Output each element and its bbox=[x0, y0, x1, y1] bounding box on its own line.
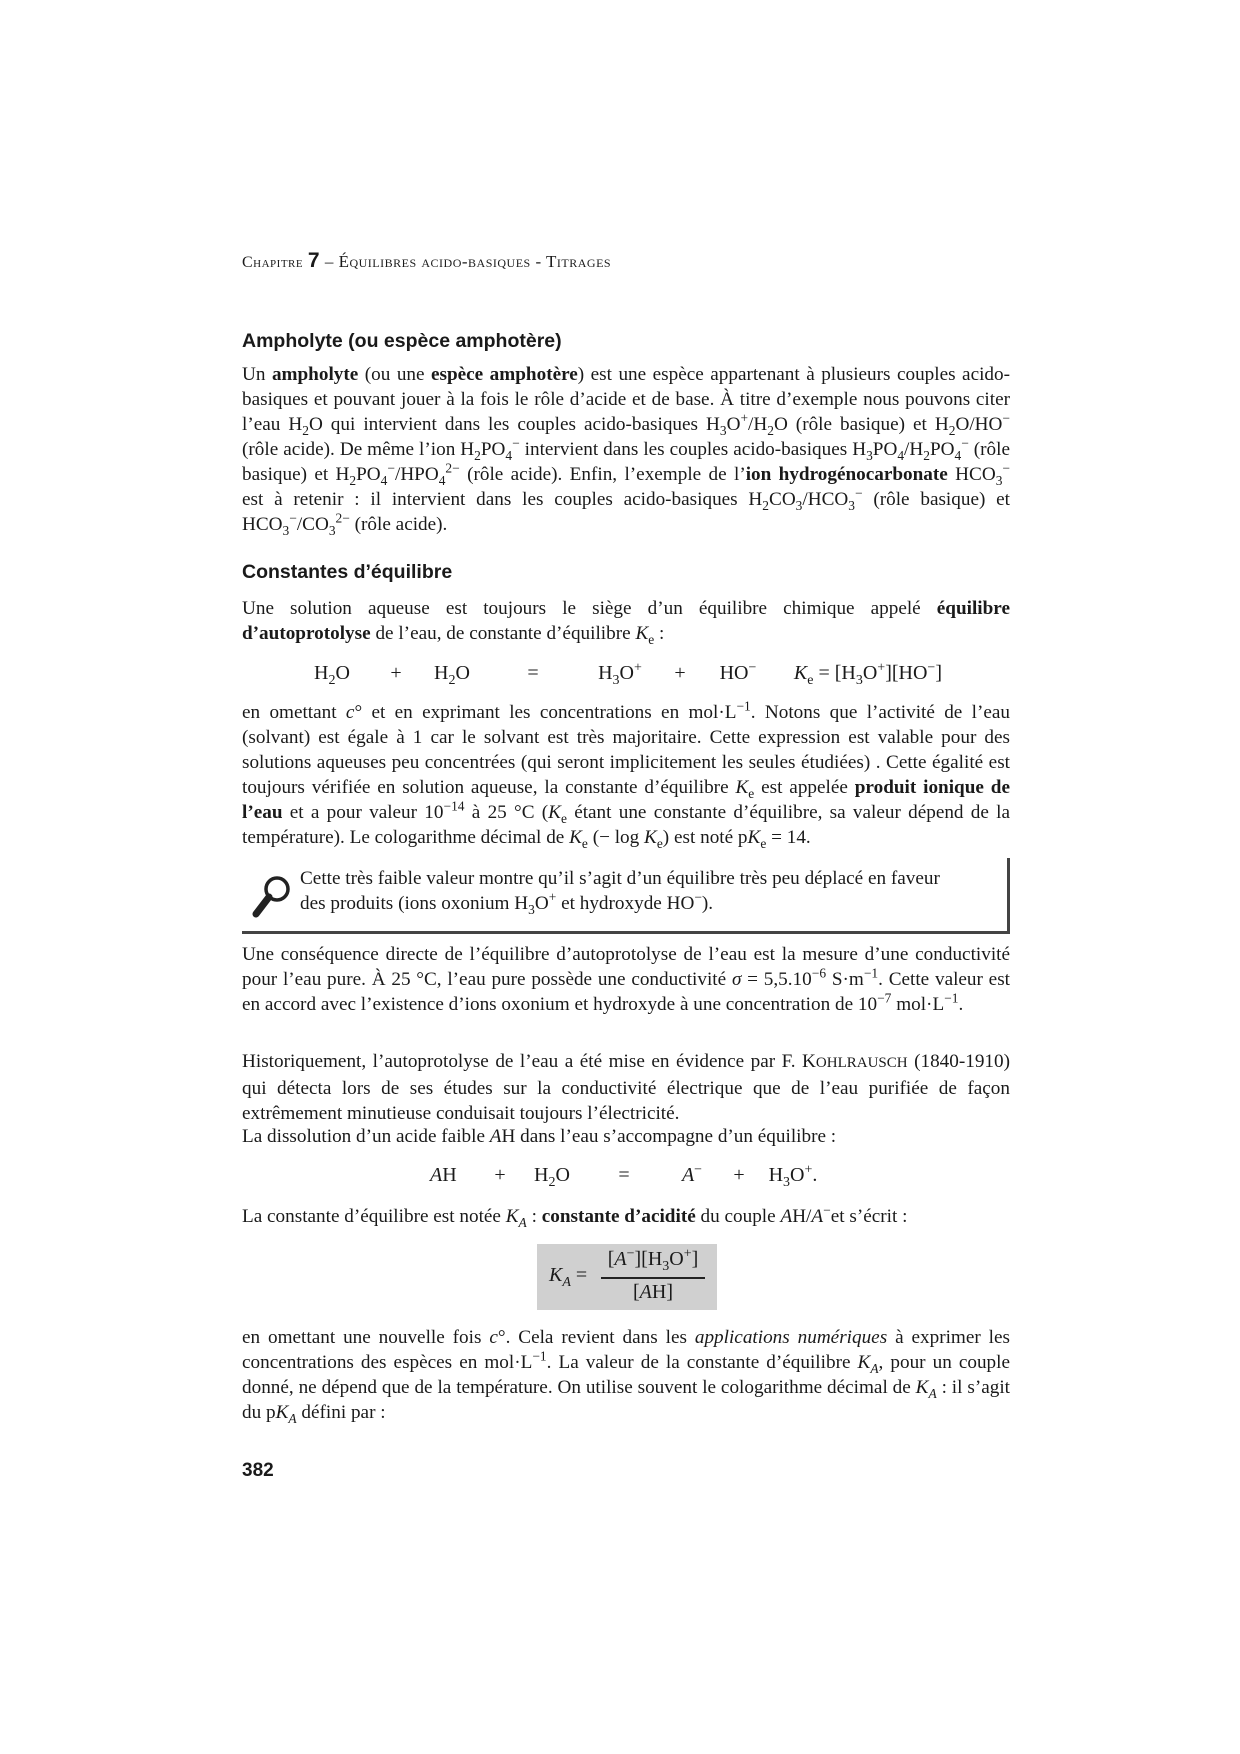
fraction-bar bbox=[601, 1277, 705, 1279]
magnifier-icon bbox=[252, 874, 292, 920]
paragraph-pka: en omettant une nouvelle fois c°. Cela revient dans les applications numériques à exprimer les concentrations des espèces en $mol\cdot L^{-1}$. La valeur de la constante d’équilibre $K_A$, pour un couple donné, ne dépend que de la température. On utilise souvent le cologarithme décimal de $K_A$ : il s’agit du $pK_A$ défini par : bbox=[242, 1327, 1010, 1426]
formula-box-ka bbox=[537, 1244, 717, 1310]
paragraph-historique: Historiquement, l’autoprotolyse de l’eau a été mise en évidence par F. KOHLRAUSCH (1840-1910) qui détecta lors de ses études sur la conductivité électrique que de l’eau purifiée de façon extrêmement minutieuse conduisait toujours l’électricité. bbox=[242, 1051, 1011, 1124]
section-heading-ampholyte: Ampholyte (ou espèce amphotère) bbox=[242, 330, 562, 352]
ka-numerator: $[A^-][H_3O^+]$ bbox=[607, 1246, 699, 1274]
page-number: 382 bbox=[242, 1460, 274, 1481]
note-line-2: des produits (ions oxonium $H_3O^+$ et hydroxyde HO−). bbox=[300, 889, 714, 917]
paragraph-ampholyte: Un ampholyte (ou une espèce amphotère) est une espèce appartenant à plusieurs couples acido-basiques et pouvant jouer à la fois le rôle d’acide et de base. À titre d’exemple nous pouvons citer l’eau $H_2O$ qui intervient dans les couples acido-basiques $H_3O^+/H_2O$ (rôle basique) et $H_2O/HO^-$ (rôle acide). De même l’ion $H_2PO_4^-$ intervient dans les couples acido-basiques $H_3PO_4/H_2PO_4^-$ (rôle basique) et $H_2PO_4^-/HPO_4^{2-}$ (rôle acide). Enfin, l’exemple de l’ion hydrogénocarbonate $HCO_3^-$ est à retenir : il intervient dans les couples acido-basiques $H_2CO_3/HCO_3^-$ (rôle basique) et $HCO_3^-/CO_3^{2-}$ (rôle acide). bbox=[242, 364, 1011, 538]
equation-autoprotolyse: $H_2O + H_2O = H_3O^+ + HO^-$ $K_e = [H_3O^+][HO^-]$ bbox=[314, 660, 942, 688]
ka-symbol: $K_A$ = bbox=[549, 1264, 588, 1290]
chapter-title: – Équilibres acido-basiques - Titrages bbox=[320, 252, 612, 271]
chapter-word: Chapitre bbox=[242, 254, 304, 271]
running-header bbox=[242, 249, 611, 273]
paragraph-constante-acidite: La constante d’équilibre est notée $K_A$ : constante d’acidité du couple AH/A−et s’écrit : bbox=[242, 1202, 908, 1230]
paragraph-acide-faible: La dissolution d’un acide faible AH dans l’eau s’accompagne d’un équilibre : bbox=[242, 1126, 837, 1147]
paragraph-produit-ionique: en omettant c° et en exprimant les concentrations en $mol\cdot L^{-1}$. Notons que l’activité de l’eau (solvant) est égale à 1 car le solvant est très majoritaire. Cette expression est valable pour des solutions aqueuses peu concentrées (qui seront implicitement les seules étudiées) . Cette égalité est toujours vérifiée en solution aqueuse, la constante d’équilibre $K_e$ est appelée produit ionique de l’eau et a pour valeur $10^{-14}$ à 25 °C ($K_e$ étant une constante d’équilibre, sa valeur dépend de la température). Le cologarithme décimal de $K_e$ (− $\log K_e$) est noté $pK_e = 14$. bbox=[242, 698, 1011, 851]
note-border-right bbox=[1007, 858, 1010, 934]
section-heading-constantes: Constantes d’équilibre bbox=[242, 561, 453, 583]
ka-denominator: [AH] bbox=[633, 1281, 673, 1303]
note-box bbox=[242, 858, 1010, 934]
note-text bbox=[300, 866, 990, 916]
equation-acide-faible: AH + $H_2O = A^- + H_3O^+$. bbox=[430, 1162, 818, 1190]
chapter-number: 7 bbox=[307, 249, 321, 272]
note-border-bottom bbox=[242, 931, 1010, 934]
paragraph-conductivite: Une conséquence directe de l’équilibre d’autoprotolyse de l’eau est la mesure d’une conductivité pour l’eau pure. À 25 °C, l’eau pure possède une conductivité $\sigma = 5,5.10^{-6}$ $S\cdot m^{-1}$. Cette valeur est en accord avec l’existence d’ions oxonium et hydroxyde à une concentration de $10^{-7}$ $mol\cdot L^{-1}$. bbox=[242, 944, 1010, 1015]
note-line-1: Cette très faible valeur montre qu’il s’agit d’un équilibre très peu déplacé en faveur bbox=[300, 868, 940, 889]
paragraph-autoprotolyse: Une solution aqueuse est toujours le siège d’un équilibre chimique appelé équilibre d’autoprotolyse de l’eau, de constante d’équilibre $K_e$ : bbox=[242, 598, 1010, 647]
